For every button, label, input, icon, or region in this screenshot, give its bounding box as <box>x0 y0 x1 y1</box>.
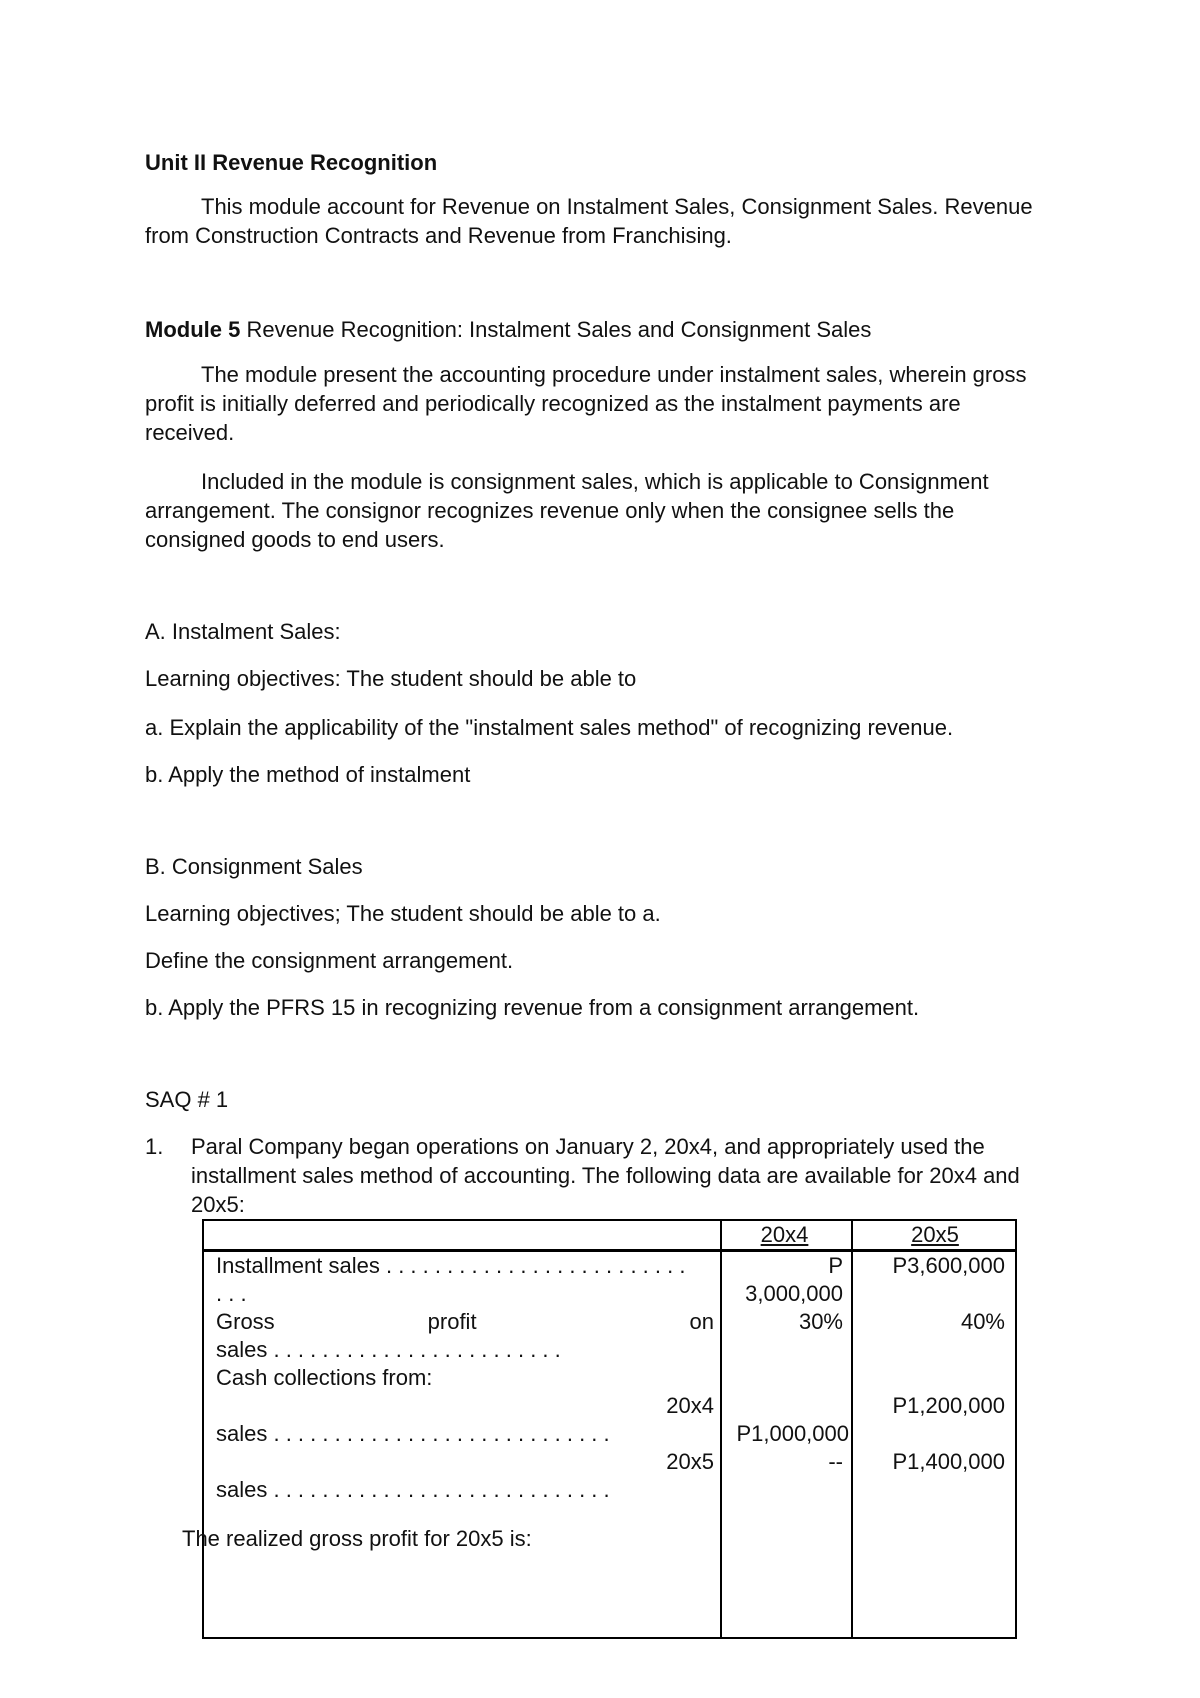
gross-profit-label: Gross profit on <box>216 1309 714 1334</box>
table-header-20x5: 20x5 <box>852 1220 1016 1251</box>
section-b-heading: B. Consignment Sales <box>145 854 363 879</box>
table-header-row <box>203 1220 1016 1251</box>
table-header-blank <box>203 1220 721 1251</box>
module-heading <box>145 315 871 344</box>
module-label: Module 5 <box>145 317 241 342</box>
question-prompt: The realized gross profit for 20x5 is: <box>182 1526 532 1551</box>
collections-20x4-sales-20x5: P1,200,000 <box>892 1393 1005 1418</box>
installment-sales-20x4: 3,000,000 <box>745 1281 843 1306</box>
unit-intro: This module account for Revenue on Instalment Sales, Consignment Sales. Revenue from Construction Contracts and Revenue from Franchising. <box>145 194 1033 248</box>
module-title: Revenue Recognition: Instalment Sales and Consignment Sales <box>240 317 872 342</box>
unit-title: Unit II Revenue Recognition <box>145 150 438 175</box>
section-a-objectives: Learning objectives: The student should be able to <box>145 666 637 691</box>
gross-profit-label-cont: sales . . . . . . . . . . . . . . . . . . . . . . . . <box>216 1337 561 1362</box>
question-text: Paral Company began operations on January 2, 20x4, and appropriately used the installment sales method of accounting. The following data are available for 20x4 and 20x5: <box>191 1134 1020 1217</box>
section-a-item-b: b. Apply the method of instalment <box>145 762 471 787</box>
collections-20x4-sales-20x4: P1,000,000 <box>736 1421 849 1446</box>
installment-sales-label-cont: . . . <box>216 1281 247 1306</box>
module-paragraph-2: Included in the module is consignment sales, which is applicable to Consignment arrangement. The consignor recognizes revenue only when the consignee sells the consigned goods to end users. <box>145 469 989 552</box>
table-row <box>203 1251 1016 1639</box>
table-20x4-values-cell <box>721 1251 852 1639</box>
gross-profit-20x5: 40% <box>960 1309 1005 1334</box>
collections-20x5-label: 20x5 <box>666 1449 714 1474</box>
module-paragraph-1: The module present the accounting procedure under instalment sales, wherein gross profit is initially deferred and periodically recognized as the instalment payments are received. <box>145 362 1027 445</box>
collections-20x4-label: 20x4 <box>666 1393 714 1418</box>
saq-heading: SAQ # 1 <box>145 1087 229 1112</box>
table-header-20x4: 20x4 <box>721 1220 852 1251</box>
section-a-heading: A. Instalment Sales: <box>145 619 341 644</box>
question-number: 1. <box>145 1134 164 1159</box>
collections-20x5-sales-20x4: -- <box>828 1449 843 1474</box>
cash-collections-label: Cash collections from: <box>216 1365 433 1390</box>
installment-sales-20x5: P3,600,000 <box>892 1253 1005 1278</box>
table-20x5-values-cell <box>852 1251 1016 1639</box>
section-b-objectives: Learning objectives; The student should be able to a. <box>145 901 661 926</box>
section-b-item-b: b. Apply the PFRS 15 in recognizing revenue from a consignment arrangement. <box>145 995 920 1020</box>
collections-20x5-sales-20x5: P1,400,000 <box>892 1449 1005 1474</box>
gross-profit-20x4: 30% <box>798 1309 843 1334</box>
installment-sales-label: Installment sales . . . . . . . . . . . . . . . . . . . . . . . . . <box>216 1253 686 1278</box>
section-a-item-a: a. Explain the applicability of the "instalment sales method" of recognizing revenue. <box>145 715 954 740</box>
collections-20x4-label-cont: sales . . . . . . . . . . . . . . . . . . . . . . . . . . . . <box>216 1421 610 1446</box>
table-labels-cell <box>203 1251 721 1639</box>
installment-data-table <box>202 1219 1017 1639</box>
installment-sales-20x4-prefix: P <box>828 1253 843 1278</box>
section-b-item-a: Define the consignment arrangement. <box>145 948 514 973</box>
collections-20x5-label-cont: sales . . . . . . . . . . . . . . . . . . . . . . . . . . . . <box>216 1477 610 1502</box>
